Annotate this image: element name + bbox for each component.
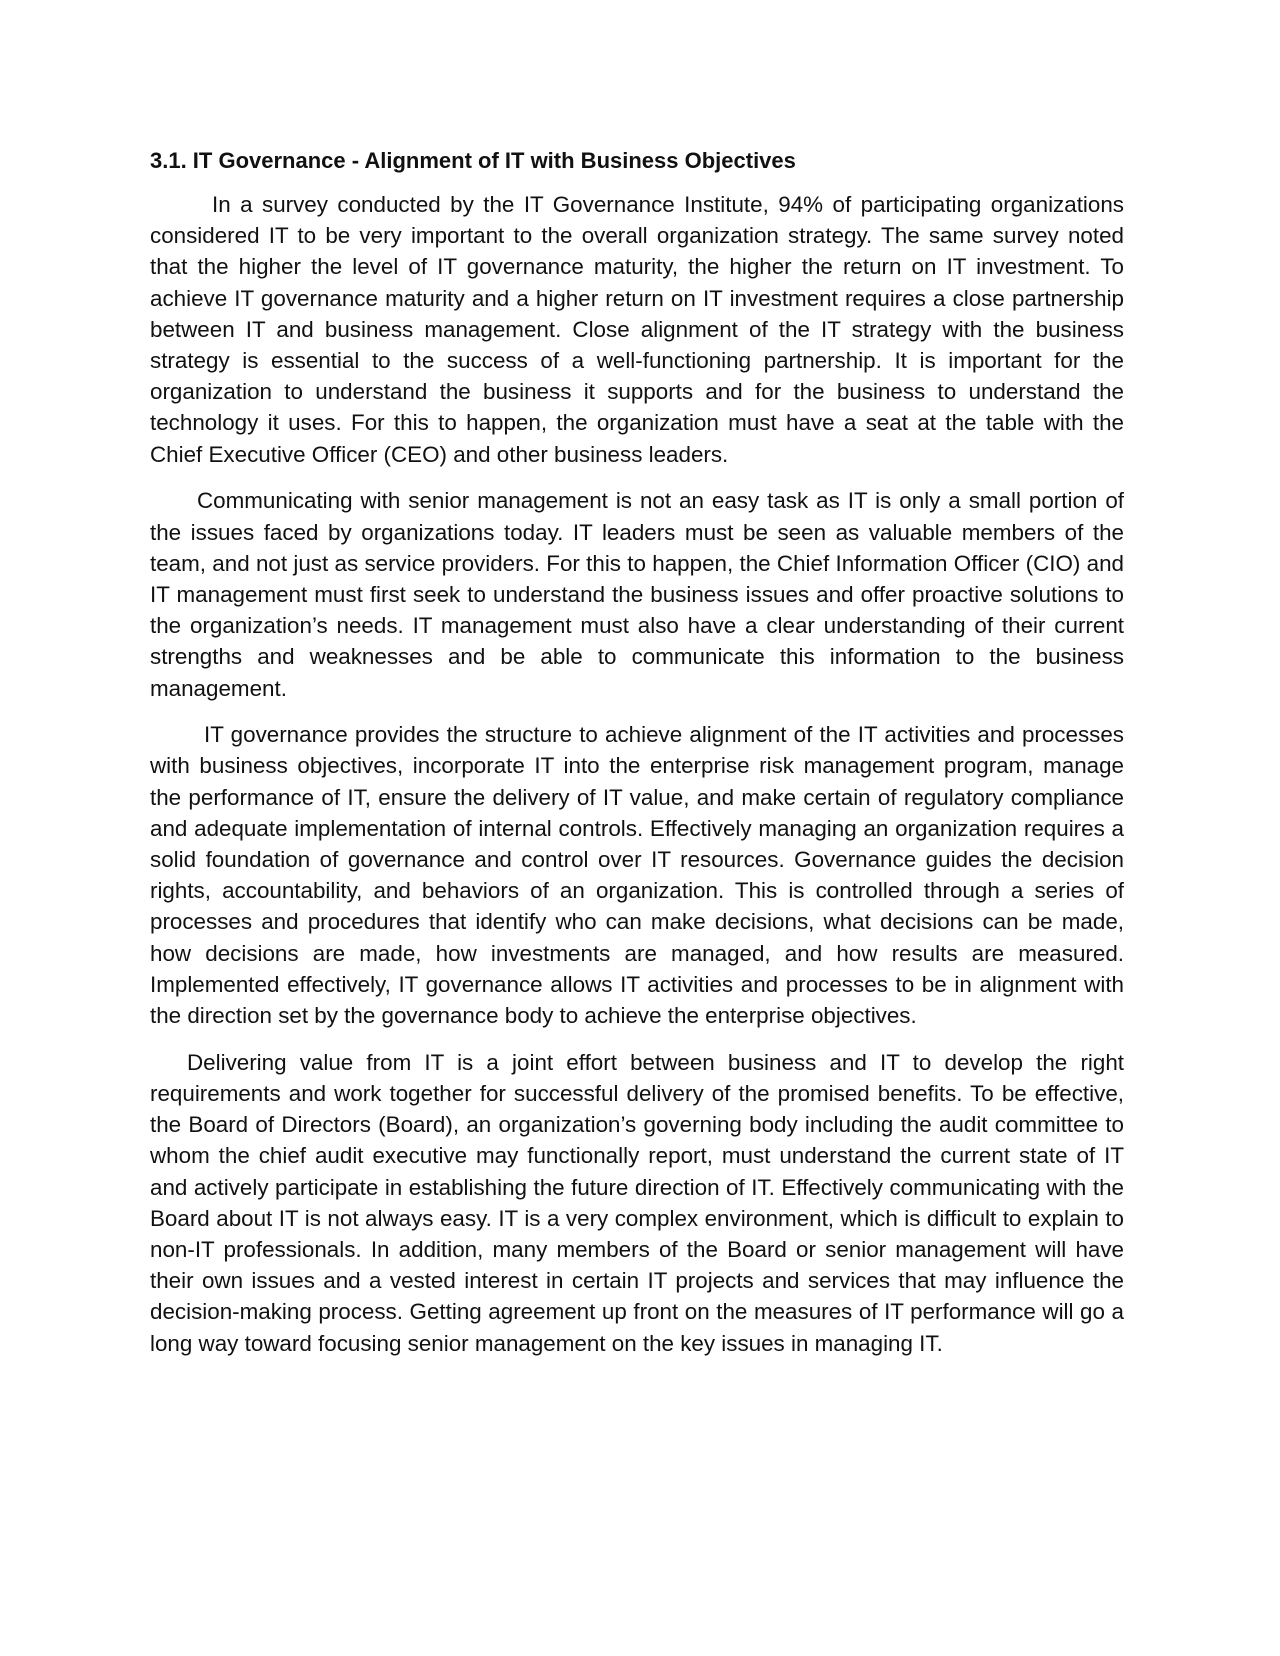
paragraph-survey: In a survey conducted by the IT Governance Institute, 94% of participating organizations considered IT to be very important to the overall organization strategy. The same survey noted that the higher the level of IT governance maturity, the higher the return on IT investment. To achieve IT governance maturity and a higher return on IT investment requires a close partnership between IT and business management. Close alignment of the IT strategy with the business strategy is essential to the success of a well-functioning partnership. It is important for the organization to understand the business it supports and for the business to understand the technology it uses. For this to happen, the organization must have a seat at the table with the Chief Executive Officer (CEO) and other business leaders. [150, 192, 1124, 467]
paragraph-it-governance: IT governance provides the structure to achieve alignment of the IT activities and processes with business objectives, incorporate IT into the enterprise risk management program, manage the performance of IT, ensure the delivery of IT value, and make certain of regulatory compliance and adequate implementation of internal controls. Effectively managing an organization requires a solid foundation of governance and control over IT resources. Governance guides the decision rights, accountability, and behaviors of an organization. This is controlled through a series of processes and procedures that identify who can make decisions, what decisions can be made, how decisions are made, how investments are managed, and how results are measured. Implemented effectively, IT governance allows IT activities and processes to be in alignment with the direction set by the governance body to achieve the enterprise objectives. [150, 722, 1124, 1029]
section-heading: 3.1. IT Governance - Alignment of IT with Business Objectives [150, 148, 796, 173]
document-page [150, 146, 1124, 1374]
paragraph-communicating: Communicating with senior management is not an easy task as IT is only a small portion of the issues faced by organizations today. IT leaders must be seen as valuable members of the team, and not just as service providers. For this to happen, the Chief Information Officer (CIO) and IT management must first seek to understand the business issues and offer proactive solutions to the organization’s needs. IT management must also have a clear understanding of their current strengths and weaknesses and be able to communicate this information to the business management. [150, 488, 1124, 701]
paragraph-delivering-value: Delivering value from IT is a joint effort between business and IT to develop the right requirements and work together for successful delivery of the promised benefits. To be effective, the Board of Directors (Board), an organization’s governing body including the audit committee to whom the chief audit executive may functionally report, must understand the current state of IT and actively participate in establishing the future direction of IT. Effectively communicating with the Board about IT is not always easy. IT is a very complex environment, which is difficult to explain to non-IT professionals. In addition, many members of the Board or senior management will have their own issues and a vested interest in certain IT projects and services that may influence the decision-making process. Getting agreement up front on the measures of IT performance will go a long way toward focusing senior management on the key issues in managing IT. [150, 1049, 1124, 1356]
